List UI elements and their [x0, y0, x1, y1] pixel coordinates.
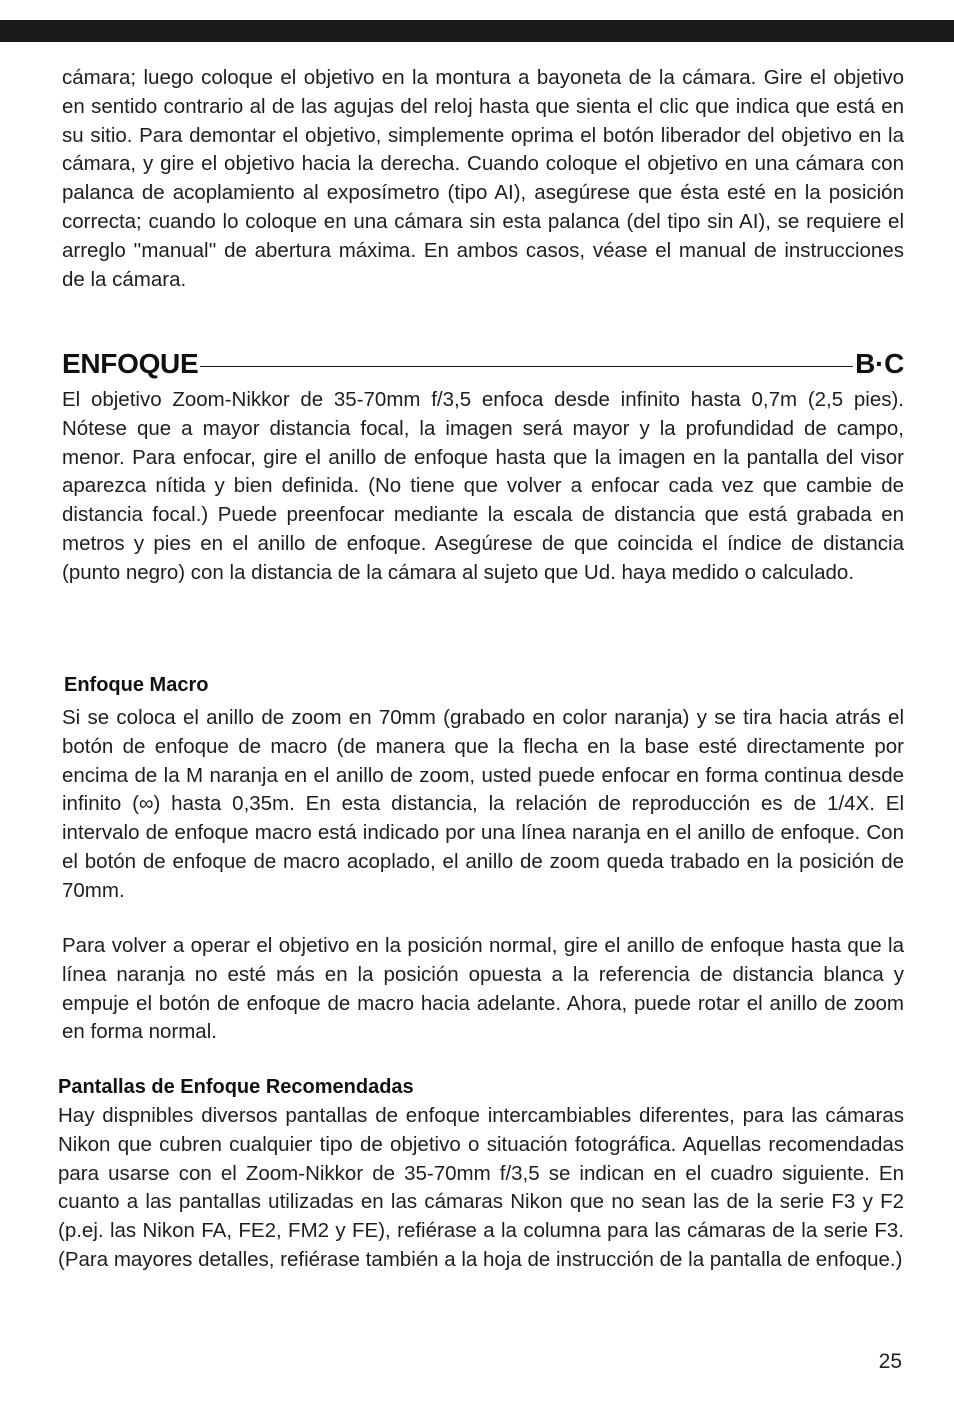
macro-paragraph-2: Para volver a operar el objetivo en la posición normal, gire el anillo de enfoque hasta que la línea naranja no esté más en la posición opuesta a la referencia de distancia blanca y empuje el botón de enfoque de macro hacia adelante. Ahora, puede rotar el anillo de zoom en forma normal.: [62, 934, 904, 1044]
macro-paragraph-1: Si se coloca el anillo de zoom en 70mm (grabado en color naranja) y se tira hacia atrás el botón de enfoque de macro (de manera que la flecha en la base esté directamente por encima de la M naranja en el anillo de zoom, usted puede enfocar en forma continua desde infinito (∞) hasta 0,35m. En esta distancia, la relación de reproducción es de 1/4X. El intervalo de enfoque macro está indicado por una línea naranja en el anillo de enfoque. Con el botón de enfoque de macro acoplado, el anillo de zoom queda trabado en la posición de 70mm.: [62, 706, 904, 902]
enfoque-paragraph: El objetivo Zoom-Nikkor de 35-70mm f/3,5 enfoca desde infinito hasta 0,7m (2,5 pies). Nótese que a mayor distancia focal, la imagen será mayor y la profundidad de campo, menor. Para enfocar, gire el anillo de enfoque hasta que la imagen en la pantalla del visor aparezca nítida y bien definida. (No tiene que volver a enfocar cada vez que cambie de distancia focal.) Puede preenfocar mediante la escala de distancia que está grabada en metros y pies en el anillo de enfoque. Asegúrese de que coincida el índice de distancia (punto negro) con la distancia de la cámara al sujeto que Ud. haya medido o calculado.: [62, 388, 904, 584]
section-header-enfoque: [62, 344, 904, 384]
pantallas-paragraph: Hay dispnibles diversos pantallas de enfoque intercambiables diferentes, para las cámaras Nikon que cubren cualquier tipo de objetivo o situación fotográfica. Aquellas recomendadas para usarse con el Zoom-Nikkor de 35-70mm f/3,5 se indican en el cuadro siguiente. En cuanto a las pantallas utilizadas en las cámaras Nikon que no sean las de la serie F3 y F2 (p.ej. las Nikon FA, FE2, FM2 y FE), refiérase a la columna para las cámaras de la serie F3. (Para mayores detalles, refiérase también a la hoja de instrucción de la pantalla de enfoque.): [58, 1104, 904, 1271]
top-border-bar: [0, 20, 954, 42]
section-divider-rule: [200, 366, 853, 367]
section-title: ENFOQUE: [62, 348, 199, 379]
macro-heading: Enfoque Macro: [64, 674, 209, 696]
section-code: B·C: [855, 348, 904, 379]
page-number: 25: [878, 1350, 902, 1373]
pantallas-heading: Pantallas de Enfoque Recomendadas: [58, 1076, 414, 1098]
intro-paragraph: cámara; luego coloque el objetivo en la montura a bayoneta de la cámara. Gire el objetivo en sentido contrario al de las agujas del reloj hasta que sienta el clic que indica que está en su sitio. Para demontar el objetivo, simplemente oprima el botón liberador del objetivo en la cámara, y gire el objetivo hacia la derecha. Cuando coloque el objetivo en una cámara con palanca de acoplamiento al exposímetro (tipo AI), asegúrese que ésta esté en la posición correcta; cuando lo coloque en una cámara sin esta palanca (del tipo sin AI), se requiere el arreglo ''manual'' de abertura máxima. En ambos casos, véase el manual de instrucciones de la cámara.: [62, 66, 904, 291]
